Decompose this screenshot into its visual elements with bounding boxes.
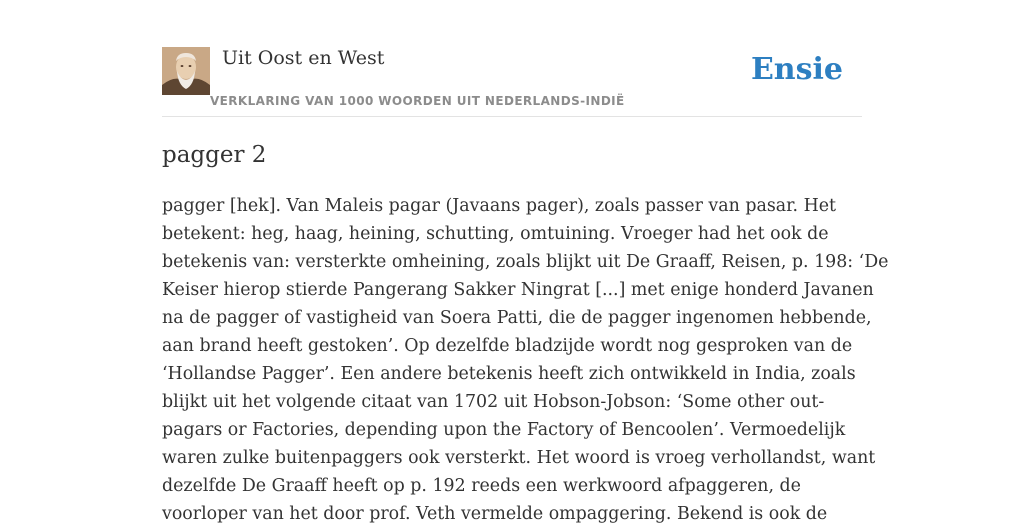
entry-title: pagger 2 xyxy=(162,142,267,168)
body-line: betekenis van: versterkte omheining, zoals blijkt uit De Graaff, Reisen, p. 198: ‘De xyxy=(162,252,889,272)
site-header xyxy=(162,46,862,117)
body-line: blijkt uit het volgende citaat van 1702 uit Hobson-Jobson: ‘Some other out- xyxy=(162,392,825,412)
body-line: Keiser hierop stierde Pangerang Sakker Ningrat [...] met enige honderd Javanen xyxy=(162,280,874,300)
body-line: pagger [hek]. Van Maleis pagar (Javaans pager), zoals passer van pasar. Het xyxy=(162,196,837,216)
brand-logo[interactable]: Ensie xyxy=(750,52,843,87)
body-line: na de pagger of vastigheid van Soera Patti, die de pagger ingenomen hebbende, xyxy=(162,308,872,328)
body-line: waren zulke buitenpaggers ook versterkt. Het woord is vroeg verhollandst, want xyxy=(162,448,876,468)
portrait-illustration xyxy=(162,47,210,95)
entry-body xyxy=(162,192,889,528)
body-line: aan brand heeft gestoken’. Op dezelfde bladzijde wordt nog gesproken van de xyxy=(162,336,853,356)
body-line: dezelfde De Graaff heeft op p. 192 reeds een werkwoord afpaggeren, de xyxy=(162,476,801,496)
author-portrait-icon[interactable] xyxy=(162,47,210,95)
site-subtitle: VERKLARING VAN 1000 WOORDEN UIT NEDERLANDS-INDIË xyxy=(210,94,625,108)
site-title[interactable]: Uit Oost en West xyxy=(222,47,385,69)
body-line: voorloper van het door prof. Veth vermelde ompaggering. Bekend is ook de xyxy=(162,504,828,524)
body-line: pagars or Factories, depending upon the Factory of Bencoolen’. Vermoedelijk xyxy=(162,420,846,440)
body-line: ‘Hollandse Pagger’. Een andere betekenis heeft zich ontwikkeld in India, zoals xyxy=(162,364,856,384)
body-line: betekent: heg, haag, heining, schutting, omtuining. Vroeger had het ook de xyxy=(162,224,829,244)
